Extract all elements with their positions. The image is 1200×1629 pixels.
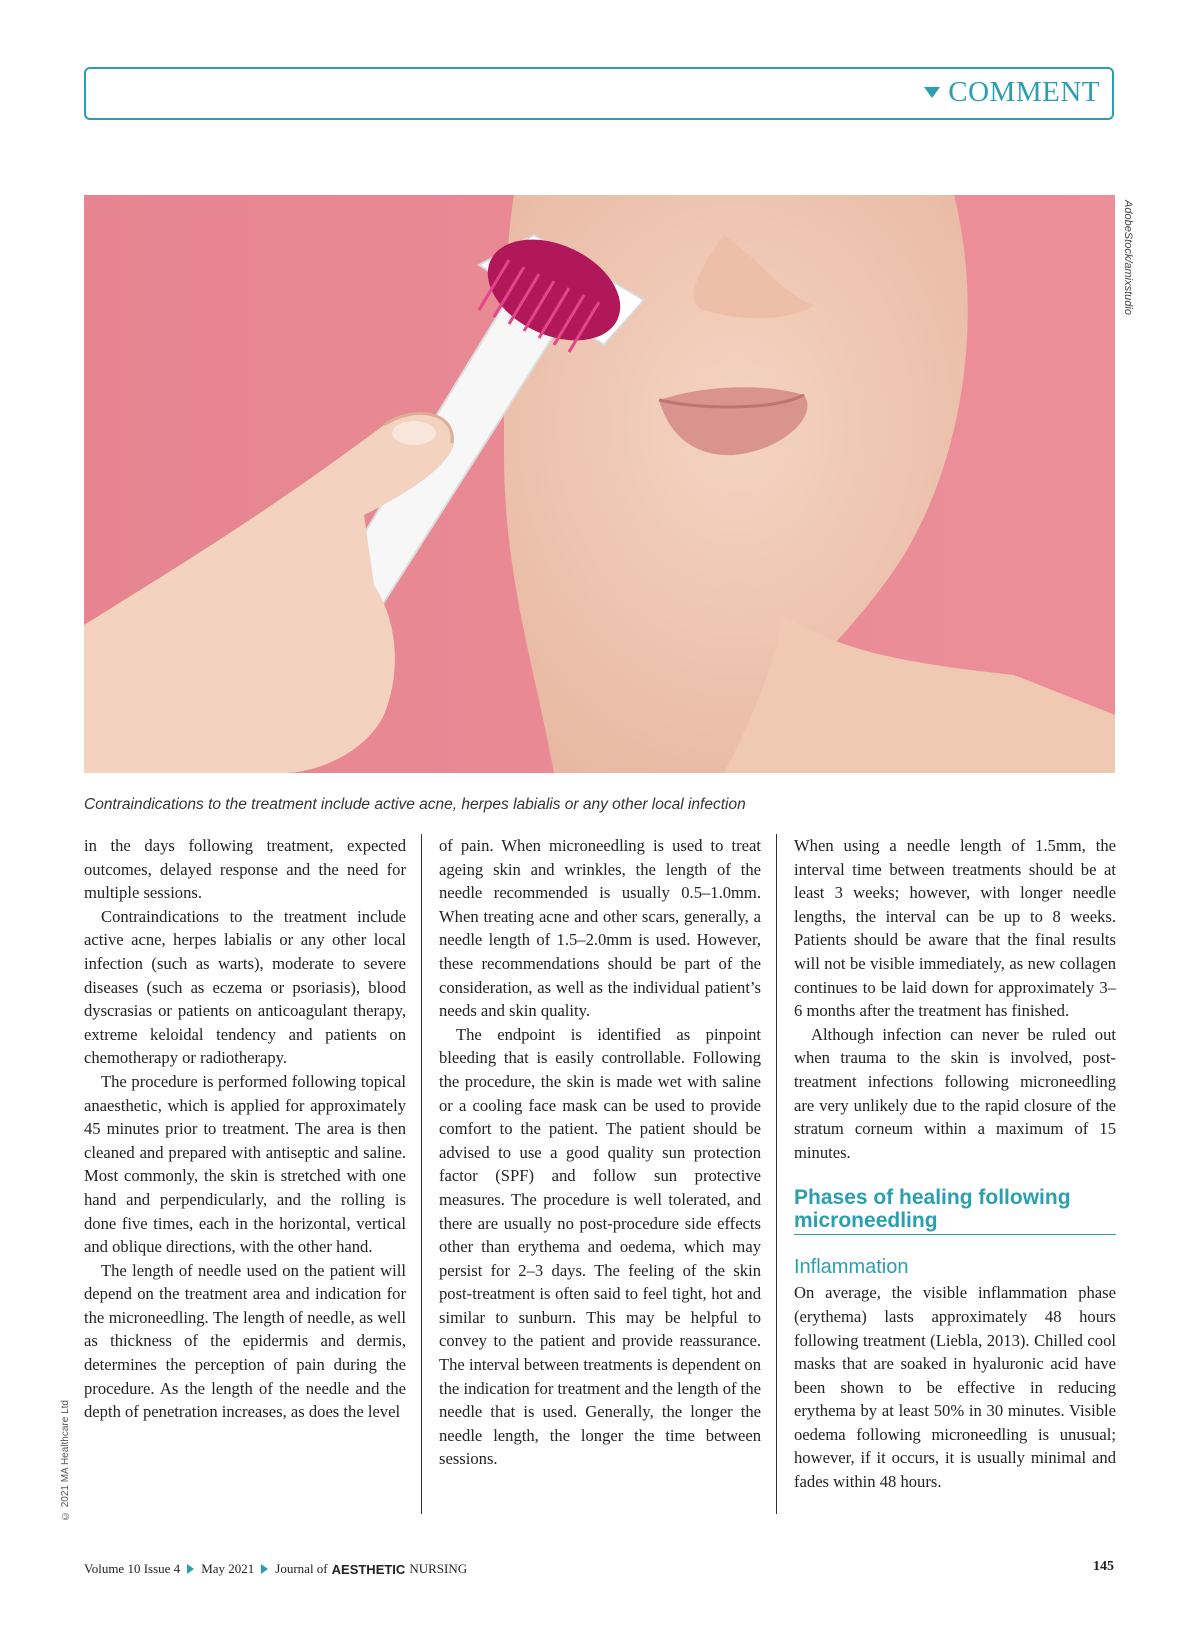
subsection-heading: Inflammation bbox=[794, 1256, 909, 1279]
paragraph: The endpoint is identified as pinpoint bleeding that is easily controllable. Following the procedure, the skin is made wet with saline or a cooling face mask can be used to provide comfort to the patient. The patient should be advised to use a good quality sun protection factor (SPF) and follow sun protective measures. The procedure is well tolerated, and there are usually no post-procedure side effects other than erythema and oedema, which may persist for 2–3 days. The feeling of the skin post-treatment is often said to feel tight, hot and similar to sunburn. This may be helpful to convey to the patient and provide reassurance. The interval between treatments is dependent on the indication for treatment and the length of the needle that is used. Generally, the longer the needle length, the longer the time between sessions. bbox=[439, 1024, 761, 1469]
triangle-right-icon bbox=[187, 1564, 194, 1574]
microneedling-photo bbox=[84, 195, 1115, 773]
paragraph: The length of needle used on the patient will depend on the treatment area and indication for the microneedling. The length of needle, as well as thickness of the epidermis and dermis, determines the perception of pain during the procedure. As the length of the needle and the depth of penetration increases, as does the level bbox=[84, 1260, 406, 1422]
paragraph: in the days following treatment, expected outcomes, delayed response and the need for multiple sessions. bbox=[84, 836, 406, 903]
photo-credit: AdobeStock/amixstudio bbox=[1122, 200, 1134, 315]
copyright-notice: © 2021 MA Healthcare Ltd bbox=[60, 1400, 71, 1522]
triangle-right-icon bbox=[261, 1564, 268, 1574]
section-header-box bbox=[84, 67, 1114, 120]
paragraph: Contraindications to the treatment include active acne, herpes labialis or any other local infection (such as warts), moderate to severe diseases (such as eczema or psoriasis), blood dyscrasias or patients on anticoagulant therapy, extreme keloidal tendency and patients on chemotherapy or radiotherapy. bbox=[84, 906, 406, 1068]
journal-name-bold: AESTHETIC bbox=[331, 1561, 406, 1577]
page-number: 145 bbox=[1093, 1559, 1114, 1574]
paragraph: When using a needle length of 1.5mm, the interval time between treatments should be at least 3 weeks; however, with longer needle lengths, the interval can be up to 8 weeks. Patients should be aware that the final results will not be visible immediately, as new collagen continues to be laid down for approximately 3–6 months after the treatment has finished. bbox=[794, 836, 1116, 1021]
text-column-2 bbox=[439, 834, 761, 1471]
section-label bbox=[924, 76, 1100, 109]
text-column-3 bbox=[794, 834, 1116, 1494]
photo-caption: Contraindications to the treatment include active acne, herpes labialis or any other local infection bbox=[84, 796, 746, 813]
page-footer bbox=[84, 1561, 467, 1577]
volume-issue: Volume 10 Issue 4 bbox=[84, 1561, 181, 1576]
column-divider bbox=[421, 834, 422, 1514]
paragraph: On average, the visible inflammation phase (erythema) lasts approximately 48 hours following treatment (Liebla, 2013). Chilled cool masks that are soaked in hyaluronic acid have been shown to be effective in reducing erythema by at least 50% in 30 minutes. Visible oedema following microneedling is unusual; however, if it occurs, it is usually minimal and fades within 48 hours. bbox=[794, 1283, 1116, 1492]
section-heading: Phases of healing following microneedling bbox=[794, 1186, 1116, 1235]
triangle-down-icon bbox=[924, 87, 940, 98]
paragraph: The procedure is performed following topical anaesthetic, which is applied for approximately 45 minutes prior to treatment. The area is then cleaned and prepared with antiseptic and saline. Most commonly, the skin is stretched with one hand and perpendicularly, and the rolling is done five times, each in the horizontal, vertical and oblique directions, with the other hand. bbox=[84, 1071, 406, 1257]
section-title: COMMENT bbox=[948, 76, 1100, 108]
column-divider bbox=[776, 834, 777, 1514]
issue-date: May 2021 bbox=[201, 1561, 255, 1576]
journal-suffix: NURSING bbox=[409, 1561, 468, 1576]
journal-prefix: Journal of bbox=[275, 1561, 328, 1576]
hero-photo bbox=[84, 195, 1115, 773]
paragraph: of pain. When microneedling is used to treat ageing skin and wrinkles, the length of the needle recommended is usually 0.5–1.0mm. When treating acne and other scars, generally, a needle length of 1.5–2.0mm is used. However, these recommendations should be part of the consideration, as well as the individual patient’s needs and skin quality. bbox=[439, 836, 761, 1021]
paragraph: Although infection can never be ruled out when trauma to the skin is involved, post-treatment infections following microneedling are very unlikely due to the rapid closure of the stratum corneum within a maximum of 15 minutes. bbox=[794, 1024, 1116, 1162]
text-column-1 bbox=[84, 834, 406, 1424]
